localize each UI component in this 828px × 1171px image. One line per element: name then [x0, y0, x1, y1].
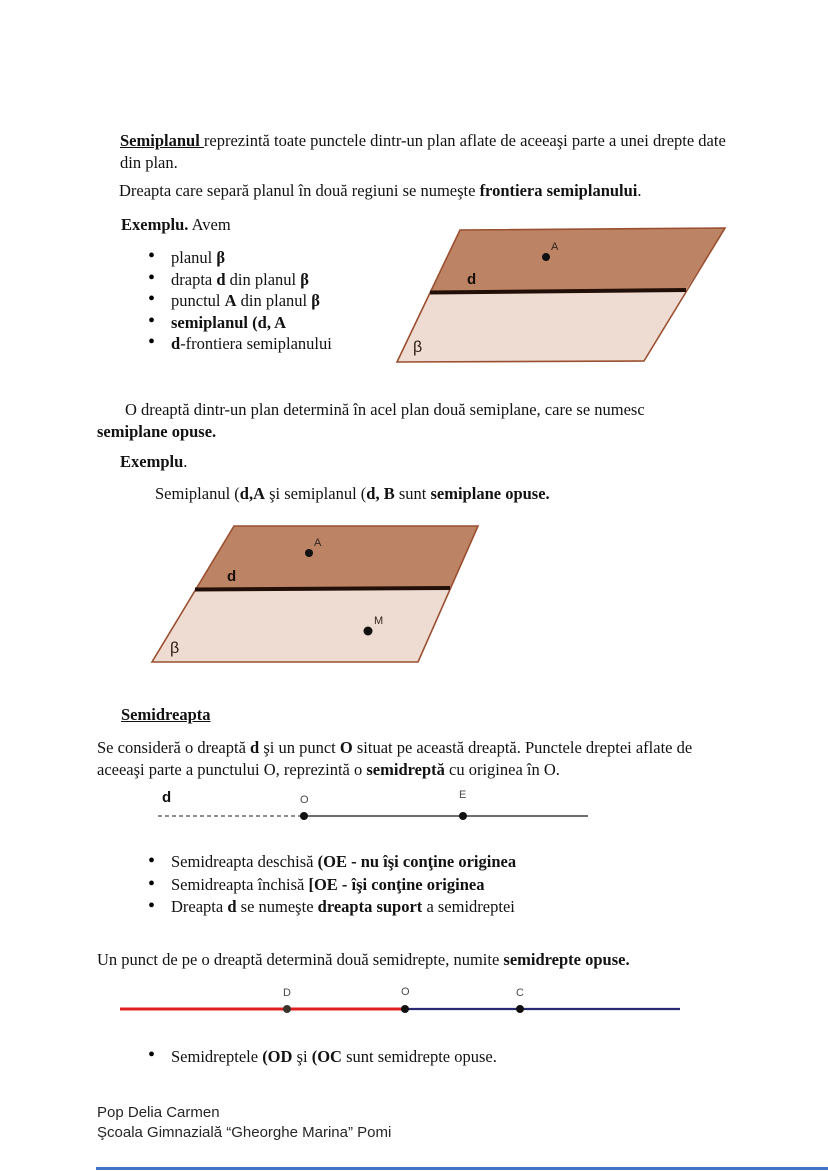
point-o-label: O — [300, 794, 309, 806]
list-item-text: d-frontiera semiplanului — [171, 334, 332, 353]
list-item-text: semiplanul (d, A — [171, 312, 287, 332]
line-d — [195, 588, 450, 590]
line-d-label: d — [467, 271, 477, 288]
line-d-label: d — [227, 568, 237, 585]
list-item — [146, 290, 406, 312]
list-item — [146, 269, 406, 291]
list-item-text: Semidreapta închisă [OE - îşi conţine originea — [171, 874, 485, 894]
point-c-label: C — [516, 987, 524, 999]
footer-school-name: Şcoala Gimnazială “Gheorghe Marina” Pomi — [97, 1124, 392, 1141]
point-a-dot — [542, 253, 550, 261]
bottom-page-rule — [96, 1167, 828, 1170]
point-m-label: M — [374, 615, 384, 627]
list-item-text: planul β — [171, 248, 226, 267]
lower-halfplane-region — [152, 588, 450, 662]
paragraph-semiplanuri-opuse-example: Semiplanul (d,A şi semiplanul (d, B sunt semiplane opuse. — [155, 484, 550, 503]
list-item — [146, 896, 606, 919]
paragraph-frontiera: Dreapta care separă planul în două regiuni se numeşte frontiera semiplanului. — [119, 181, 642, 200]
list-item — [146, 851, 606, 874]
paragraph-semiplan-definition: Semiplanul reprezintă toate punctele dintr-un plan aflate de aceeaşi parte a unei drepte date din plan. — [120, 131, 726, 172]
list-item-text: Semidreapta deschisă (OE - nu îşi conţine originea — [171, 852, 517, 871]
point-o-dot — [401, 1005, 409, 1013]
paragraph-exemplu-avem: Exemplu. Avem — [121, 215, 231, 234]
paragraph-exemplu-2: Exemplu. — [120, 452, 188, 471]
point-c-dot — [516, 1005, 524, 1013]
list-item-text: Semidreptele (OD şi (OC sunt semidrepte opuse. — [171, 1047, 497, 1066]
paragraph-semidrepte-opuse: Un punct de pe o dreaptă determină două semidrepte, numite semidrepte opuse. — [97, 950, 630, 969]
list-item — [146, 333, 406, 355]
bullet-list-conclusion — [146, 1046, 606, 1068]
lower-halfplane-region — [397, 290, 686, 362]
list-item — [146, 1046, 606, 1068]
list-item-text: drapta d din planul β — [171, 269, 309, 289]
point-m-dot — [364, 627, 373, 636]
paragraph-semidreapta-definition: Se consideră o dreaptă d şi un punct O situat pe această dreaptă. Punctele dreptei aflate de aceeaşi parte a punctului O, reprezintă o semidreptă cu originea în O. — [97, 738, 693, 779]
bullet-list-semidreapta-types — [146, 851, 606, 919]
plane-diagram-1 — [393, 224, 733, 368]
bullet-list-semiplan-elements — [146, 247, 406, 355]
point-e-dot — [459, 812, 467, 820]
line-d-label: d — [162, 789, 172, 806]
paragraph-semiplane-opuse: O dreaptă dintr-un plan determină în acel plan două semiplane, care se numesc semiplane opuse. — [97, 400, 645, 441]
point-o-dot — [300, 812, 308, 820]
upper-halfplane-region — [195, 526, 478, 590]
point-d-dot — [283, 1005, 291, 1013]
point-a-label: A — [314, 537, 322, 549]
point-e-label: E — [459, 789, 467, 801]
heading-semidreapta: Semidreapta — [121, 705, 211, 724]
list-item — [146, 247, 406, 269]
footer-author — [97, 1103, 597, 1143]
plane-beta-label: β — [170, 640, 180, 657]
list-item-text: Dreapta d se numeşte dreapta suport a semidreptei — [171, 897, 515, 916]
list-item-text: punctul A din planul β — [171, 291, 320, 310]
ray-diagram — [130, 788, 610, 830]
point-o-label: O — [401, 986, 410, 998]
list-item — [146, 874, 606, 897]
list-item — [146, 312, 406, 334]
point-d-label: D — [283, 987, 291, 999]
opposite-rays-diagram — [110, 985, 690, 1025]
point-a-dot — [305, 549, 313, 557]
footer-author-name: Pop Delia Carmen — [97, 1104, 220, 1121]
line-d — [430, 290, 686, 293]
point-a-label: A — [551, 241, 559, 253]
plane-diagram-2 — [148, 518, 484, 668]
plane-beta-label: β — [413, 339, 423, 356]
